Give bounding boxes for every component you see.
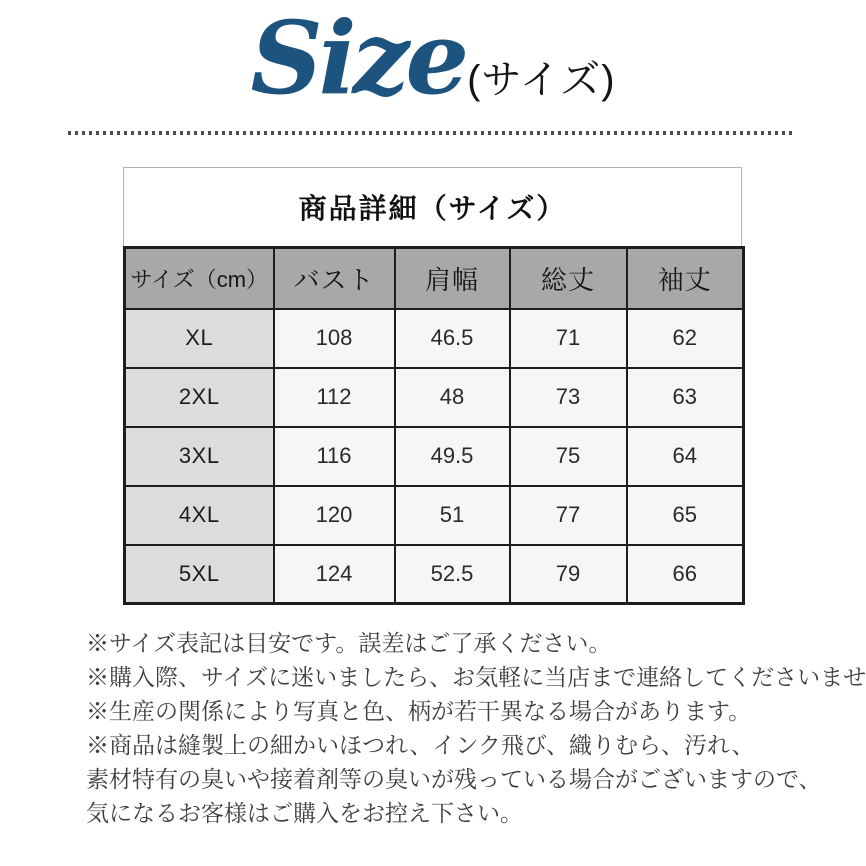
cell-shoulder: 46.5	[395, 309, 510, 368]
cell-bust: 124	[274, 545, 395, 604]
row-label: 4XL	[125, 486, 274, 545]
col-header-shoulder: 肩幅	[395, 248, 510, 309]
logo-kana-text: (サイズ)	[467, 58, 616, 102]
table-row-3xl	[125, 427, 744, 486]
cell-sleeve: 65	[627, 486, 744, 545]
row-label: 5XL	[125, 545, 274, 604]
cell-length: 73	[510, 368, 627, 427]
col-header-bust: バスト	[274, 248, 395, 309]
notes-section	[86, 626, 864, 830]
cell-bust: 116	[274, 427, 395, 486]
row-label: XL	[125, 309, 274, 368]
table-row-2xl	[125, 368, 744, 427]
cell-shoulder: 48	[395, 368, 510, 427]
row-label: 2XL	[125, 368, 274, 427]
size-logo	[0, 0, 866, 117]
col-header-size-cm: サイズ（cm）	[125, 248, 274, 309]
cell-length: 79	[510, 545, 627, 604]
note-line-4: ※商品は縫製上の細かいほつれ、インク飛び、織りむら、汚れ、	[86, 732, 755, 758]
cell-sleeve: 62	[627, 309, 744, 368]
cell-sleeve: 64	[627, 427, 744, 486]
note-line-3: ※生産の関係により写真と色、柄が若干異なる場合があります。	[86, 698, 752, 724]
row-label: 3XL	[125, 427, 274, 486]
size-table	[123, 167, 742, 605]
cell-sleeve: 63	[627, 368, 744, 427]
size-grid	[123, 246, 745, 605]
cell-length: 71	[510, 309, 627, 368]
cell-length: 77	[510, 486, 627, 545]
dotted-divider	[68, 131, 796, 135]
table-row-5xl	[125, 545, 744, 604]
cell-sleeve: 66	[627, 545, 744, 604]
table-row-xl	[125, 309, 744, 368]
note-line-5: 素材特有の臭いや接着剤等の臭いが残っている場合がございますので、	[86, 766, 822, 792]
table-title: 商品詳細（サイズ）	[123, 167, 742, 246]
note-line-2: ※購入際、サイズに迷いましたら、お気軽に当店まで連絡してくださいませ	[86, 664, 866, 690]
cell-bust: 108	[274, 309, 395, 368]
logo-script-text: Size	[250, 0, 466, 117]
header-row	[125, 248, 744, 309]
cell-shoulder: 52.5	[395, 545, 510, 604]
table-row-4xl	[125, 486, 744, 545]
col-header-sleeve: 袖丈	[627, 248, 744, 309]
note-line-1: ※サイズ表記は目安です。誤差はご了承ください。	[86, 630, 612, 656]
cell-length: 75	[510, 427, 627, 486]
cell-shoulder: 49.5	[395, 427, 510, 486]
cell-shoulder: 51	[395, 486, 510, 545]
note-line-6: 気になるお客様はご購入をお控え下さい。	[86, 800, 523, 826]
cell-bust: 112	[274, 368, 395, 427]
col-header-length: 総丈	[510, 248, 627, 309]
cell-bust: 120	[274, 486, 395, 545]
